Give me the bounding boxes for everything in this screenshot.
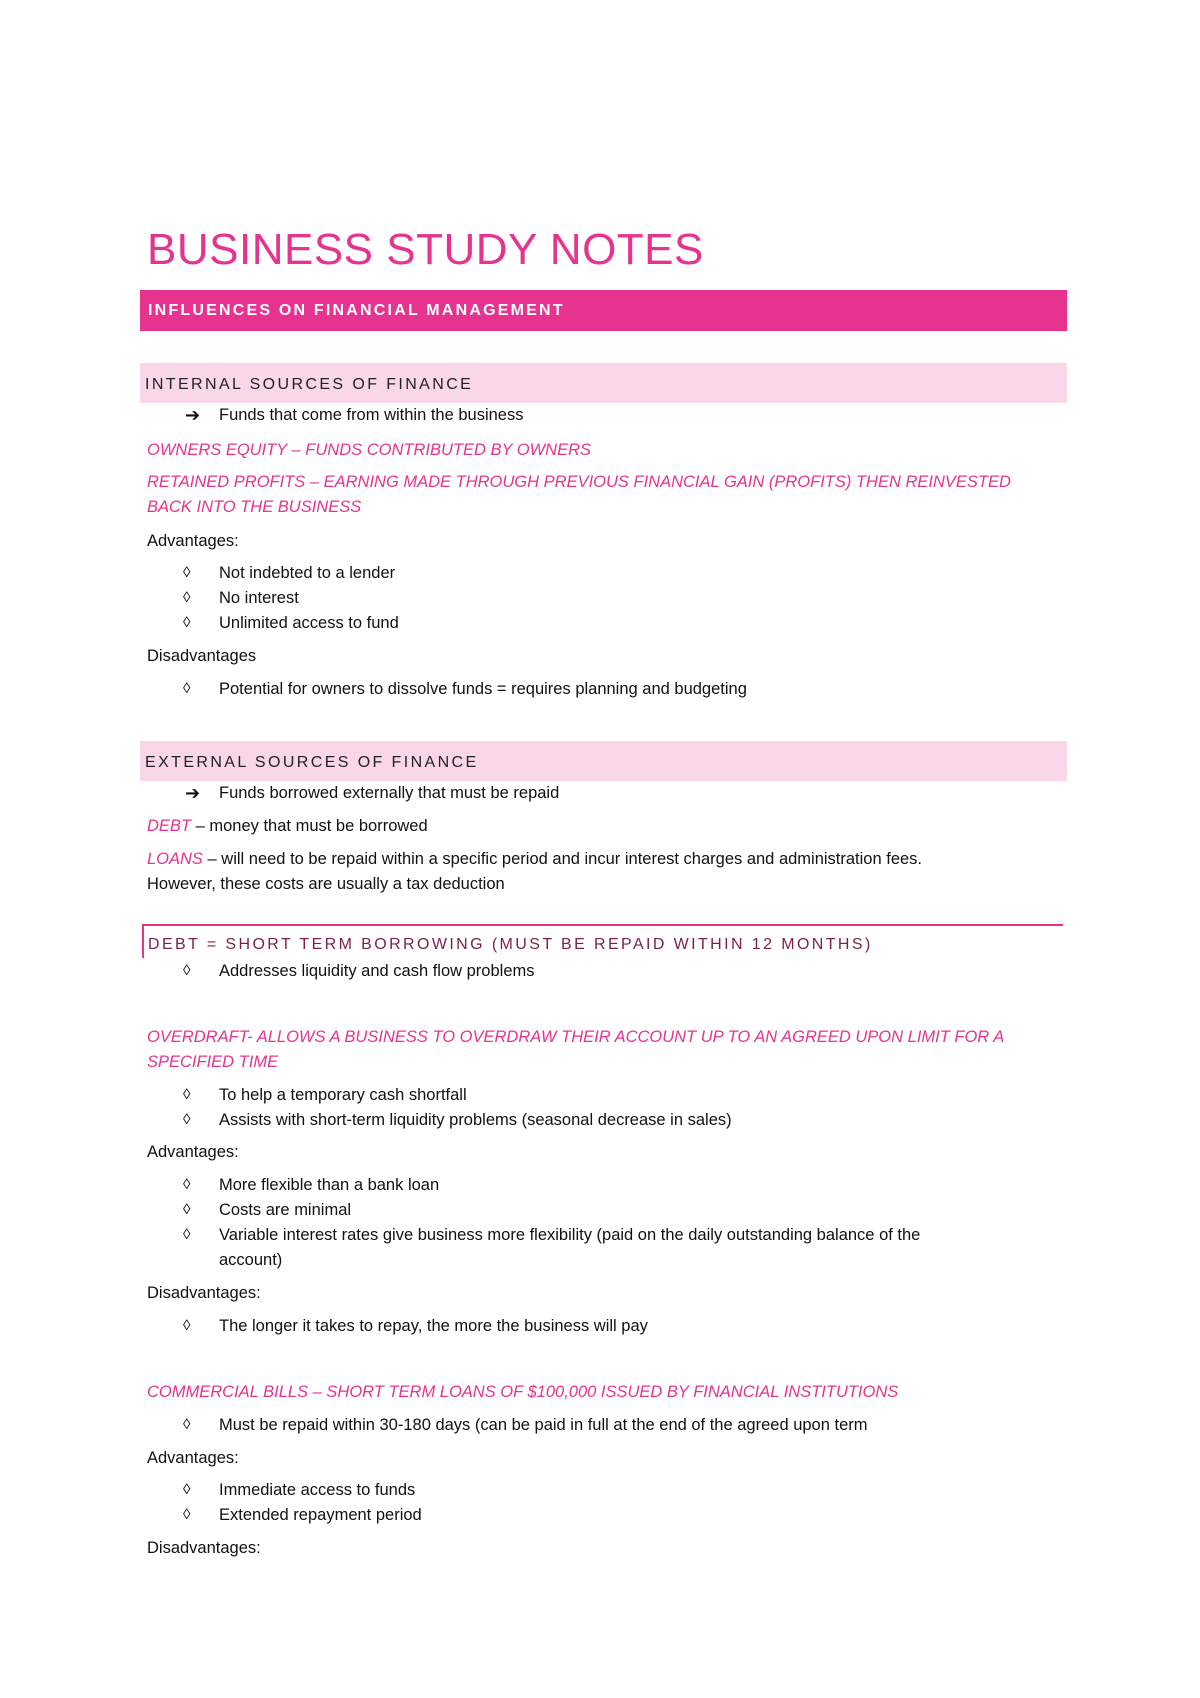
commercial-bills-advantages-label: Advantages: (147, 1449, 239, 1467)
list-item: Variable interest rates give business more flexibility (paid on the daily outstanding balance of the (219, 1226, 921, 1244)
loans-definition-line2: However, these costs are usually a tax deduction (147, 875, 505, 893)
list-item: Potential for owners to dissolve funds = requires planning and budgeting (219, 680, 747, 698)
diamond-bullet-icon: ◊ (183, 1416, 191, 1433)
list-item: Must be repaid within 30-180 days (can be paid in full at the end of the agreed upon term (219, 1416, 868, 1434)
subheading-external-sources: EXTERNAL SOURCES OF FINANCE (140, 741, 1067, 781)
overdraft-definition-line2: SPECIFIED TIME (147, 1053, 279, 1071)
subheading-internal-sources: INTERNAL SOURCES OF FINANCE (140, 363, 1067, 403)
debt-term: DEBT (147, 817, 192, 835)
list-item: Immediate access to funds (219, 1481, 416, 1499)
internal-arrow-item: Funds that come from within the business (219, 406, 524, 424)
diamond-bullet-icon: ◊ (183, 1111, 191, 1128)
diamond-bullet-icon: ◊ (183, 1086, 191, 1103)
diamond-bullet-icon: ◊ (183, 564, 191, 581)
internal-advantages-label: Advantages: (147, 532, 239, 550)
owners-equity-definition: OWNERS EQUITY – FUNDS CONTRIBUTED BY OWNERS (147, 441, 592, 459)
diamond-bullet-icon: ◊ (183, 680, 191, 697)
list-item: Assists with short-term liquidity problems (seasonal decrease in sales) (219, 1111, 732, 1129)
retained-profits-definition-line2: BACK INTO THE BUSINESS (147, 498, 362, 516)
overdraft-advantages-label: Advantages: (147, 1143, 239, 1161)
section-heading-influences: INFLUENCES ON FINANCIAL MANAGEMENT (140, 290, 1067, 331)
arrow-icon: ➔ (185, 405, 201, 425)
diamond-bullet-icon: ◊ (183, 589, 191, 606)
diamond-bullet-icon: ◊ (183, 962, 191, 979)
commercial-bills-definition: COMMERCIAL BILLS – SHORT TERM LOANS OF $100,000 ISSUED BY FINANCIAL INSTITUTIONS (147, 1383, 899, 1401)
loans-definition-text: – will need to be repaid within a specific period and incur interest charges and administration fees. (202, 850, 923, 868)
loans-term: LOANS (147, 850, 203, 868)
external-arrow-item: Funds borrowed externally that must be repaid (219, 784, 560, 802)
diamond-bullet-icon: ◊ (183, 1481, 191, 1498)
list-item: Extended repayment period (219, 1506, 422, 1524)
list-item: No interest (219, 589, 299, 607)
list-item: The longer it takes to repay, the more the business will pay (219, 1317, 648, 1335)
internal-disadvantages-label: Disadvantages (147, 647, 257, 665)
diamond-bullet-icon: ◊ (183, 614, 191, 631)
loans-definition (147, 851, 922, 868)
debt-definition (147, 818, 428, 835)
list-item: More flexible than a bank loan (219, 1176, 440, 1194)
arrow-icon: ➔ (185, 783, 201, 803)
list-item: Addresses liquidity and cash flow problems (219, 962, 535, 980)
list-item: Not indebted to a lender (219, 564, 396, 582)
list-item: Costs are minimal (219, 1201, 352, 1219)
diamond-bullet-icon: ◊ (183, 1201, 191, 1218)
diamond-bullet-icon: ◊ (183, 1176, 191, 1193)
debt-definition-text: – money that must be borrowed (191, 817, 428, 835)
overdraft-definition-line1: OVERDRAFT- ALLOWS A BUSINESS TO OVERDRAW THEIR ACCOUNT UP TO AN AGREED UPON LIMIT FOR A (147, 1028, 1005, 1046)
document-title: BUSINESS STUDY NOTES (147, 225, 704, 274)
commercial-bills-disadvantages-label: Disadvantages: (147, 1539, 261, 1557)
diamond-bullet-icon: ◊ (183, 1506, 191, 1523)
retained-profits-definition-line1: RETAINED PROFITS – EARNING MADE THROUGH PREVIOUS FINANCIAL GAIN (PROFITS) THEN REINVESTED (147, 473, 1011, 491)
diamond-bullet-icon: ◊ (183, 1226, 191, 1243)
diamond-bullet-icon: ◊ (183, 1317, 191, 1334)
list-item: To help a temporary cash shortfall (219, 1086, 467, 1104)
subheading-short-term-borrowing: DEBT = SHORT TERM BORROWING (MUST BE REPAID WITHIN 12 MONTHS) (142, 924, 1063, 958)
overdraft-disadvantages-label: Disadvantages: (147, 1284, 261, 1302)
list-item-continuation: account) (219, 1251, 283, 1269)
list-item: Unlimited access to fund (219, 614, 399, 632)
